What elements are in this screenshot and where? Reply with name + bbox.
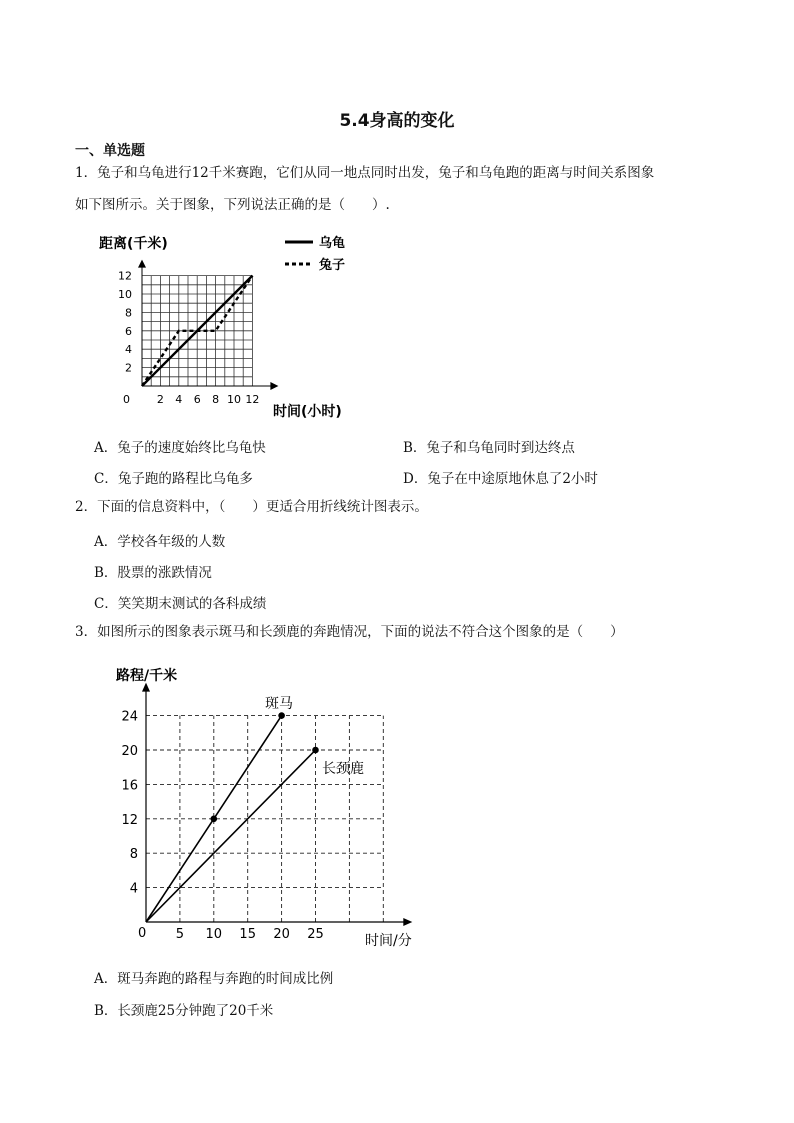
chart-2-ylabel: 路程/千米	[116, 668, 178, 684]
q1-option-a[interactable]: A．兔子的速度始终比乌龟快	[94, 440, 266, 456]
chart-2-x-tick-label: 10	[205, 927, 223, 942]
section-heading: 一、单选题	[75, 143, 145, 159]
q2-option-c[interactable]: C．笑笑期末测试的各科成绩	[94, 596, 267, 612]
chart-2-xlabel: 时间/分	[365, 933, 412, 949]
chart-2-axes	[142, 683, 412, 926]
chart-1-y-tick-label: 8	[125, 306, 132, 320]
chart-2-y-tick-label: 8	[129, 847, 138, 863]
chart-1-x-tick-label: 12	[245, 393, 260, 406]
chart-1-ylabel: 距离(千米)	[99, 236, 168, 252]
q2-option-b[interactable]: B．股票的涨跌情况	[94, 565, 212, 581]
chart-1-y-tick-label: 10	[118, 288, 132, 301]
series-line-giraffe	[146, 750, 316, 922]
chart-2-y-tick-label: 20	[121, 744, 138, 759]
q2-option-a[interactable]: A．学校各年级的人数	[94, 534, 226, 550]
question-2-line-1: 2．下面的信息资料中，（ ）更适合用折线统计图表示。	[75, 499, 428, 515]
chart-1-x-tick-label: 6	[193, 393, 201, 406]
q3-option-a[interactable]: A．斑马奔跑的路程与奔跑的时间成比例	[94, 971, 334, 987]
chart-2-origin: 0	[138, 926, 147, 941]
chart-1-y-tick-label: 6	[125, 324, 132, 338]
chart-1-x-arrow	[270, 382, 278, 390]
series-point-zebra	[278, 712, 285, 719]
chart-2-y-tick-label: 24	[121, 709, 138, 725]
chart-2-x-tick-label: 15	[239, 927, 256, 942]
series-label-giraffe: 长颈鹿	[322, 761, 364, 777]
chart-1-x-tick-label: 8	[212, 393, 220, 406]
chart-1-y-tick-label: 4	[125, 343, 132, 357]
q1-option-c[interactable]: C．兔子跑的路程比乌龟多	[94, 471, 253, 487]
legend-label-tortoise: 乌龟	[319, 236, 346, 251]
chart-2-ticks	[121, 710, 323, 942]
chart-1	[95, 228, 385, 424]
chart-1-x-tick-label: 10	[227, 393, 241, 406]
chart-2-y-tick-label: 4	[129, 881, 138, 897]
question-1-line-2: 如下图所示。关于图象，下列说法正确的是（ ）.	[75, 197, 390, 213]
chart-2-x-arrow	[403, 918, 412, 926]
chart-1-origin: 0	[123, 393, 130, 406]
series-point-giraffe	[312, 747, 319, 754]
chart-2-series	[146, 712, 319, 922]
chart-2	[110, 660, 430, 952]
question-3-line-1: 3．如图所示的图象表示斑马和长颈鹿的奔跑情况，下面的说法不符合这个图象的是（ ）	[75, 624, 624, 640]
q1-option-b[interactable]: B．兔子和乌龟同时到达终点	[403, 440, 575, 456]
chart-1-y-tick-label: 2	[125, 361, 132, 375]
q3-option-b[interactable]: B．长颈鹿25分钟跑了20千米	[94, 1003, 274, 1019]
chart-1-x-tick-label: 2	[156, 393, 164, 406]
legend-label-rabbit: 兔子	[319, 258, 346, 273]
chart-1-x-tick-label: 4	[175, 393, 183, 406]
chart-2-y-tick-label: 12	[121, 812, 138, 828]
chart-2-grid	[146, 716, 383, 922]
chart-2-x-tick-label: 25	[307, 927, 324, 942]
chart-2-x-tick-label: 20	[273, 927, 290, 942]
chart-2-x-tick-label: 5	[175, 927, 185, 942]
chart-2-y-tick-label: 16	[121, 778, 138, 794]
chart-1-y-arrow	[138, 260, 146, 268]
chart-1-y-tick-label: 12	[118, 269, 132, 283]
q1-option-d[interactable]: D．兔子在中途原地休息了2小时	[403, 471, 598, 487]
question-1-line-1: 1．兔子和乌龟进行12千米赛跑，它们从同一地点同时出发，兔子和乌龟跑的距离与时间关系图象	[75, 165, 655, 181]
chart-1-xlabel: 时间(小时)	[273, 404, 342, 420]
page-title: 5.4身高的变化	[339, 111, 455, 131]
series-point-zebra	[211, 816, 218, 823]
series-label-zebra: 斑马	[265, 696, 293, 712]
